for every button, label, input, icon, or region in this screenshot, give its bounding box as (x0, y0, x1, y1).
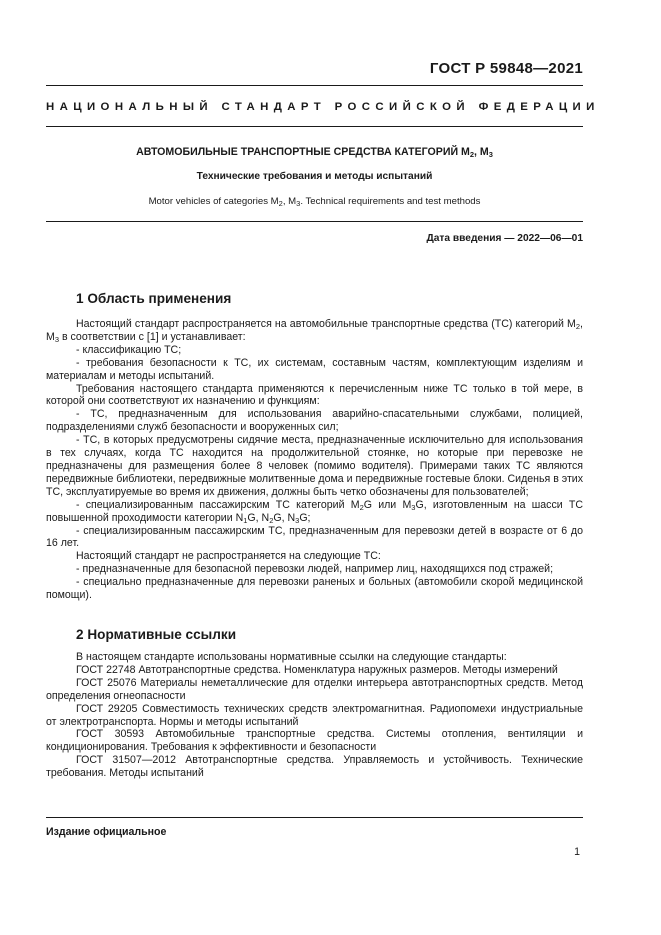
national-standard-header: НАЦИОНАЛЬНЫЙ СТАНДАРТ РОССИЙСКОЙ ФЕДЕРАЦИИ (46, 101, 600, 113)
en-pre: Motor vehicles of categories M (148, 196, 279, 207)
reference-item: ГОСТ 30593 Автомобильные транспортные средства. Системы отопления, вентиляции и кондиционирования. Требования к эффективности и безопасности (46, 728, 583, 754)
section-2-body (46, 651, 583, 780)
text: G, изготовленным на шасси ТС повышенной проходимости категории N (46, 498, 584, 524)
en-post: . Technical requirements and test methods (300, 196, 481, 207)
document-title (46, 146, 583, 158)
text: G, N (273, 511, 296, 524)
title-sub2: 2 (469, 150, 475, 159)
document-subtitle: Технические требования и методы испытаний (196, 171, 433, 182)
title-text: АВТОМОБИЛЬНЫЕ ТРАНСПОРТНЫЕ СРЕДСТВА КАТЕГОРИЙ (136, 146, 459, 158)
en-mid: , M (282, 196, 297, 207)
list-item: - требования безопасности к ТС, их системам, составным частям, комплектующим изделиям и материалам и методы испытаний. (46, 356, 583, 382)
text: G или M (363, 498, 412, 511)
reference-item: ГОСТ 22748 Автотранспортные средства. Номенклатура наружных размеров. Методы измерений (76, 663, 558, 676)
title-sub3: 3 (488, 150, 493, 159)
subscript: 3 (411, 502, 416, 512)
title-sep: , (474, 146, 480, 158)
text: G; (299, 511, 311, 524)
list-item: - предназначенные для безопасной перевозки людей, например лиц, находящихся под стражей; (76, 563, 554, 576)
reference-item: ГОСТ 25076 Материалы неметаллические для отделки интерьера автотранспортных средств. Метод определения огнеопасности (46, 676, 583, 702)
section-2-heading: 2 Нормативные ссылки (76, 627, 237, 642)
header-rule-bottom (46, 126, 583, 127)
text: , M (46, 318, 583, 343)
paragraph: Настоящий стандарт не распространяется на следующие ТС: (76, 550, 381, 563)
en-sub3: 3 (296, 199, 301, 208)
list-item: - специально предназначенные для перевозки раненых и больных (автомобили скорой медицинской помощи). (46, 576, 583, 602)
english-title (46, 196, 583, 207)
title-m2: M (461, 146, 470, 158)
list-item: - ТС, предназначенным для использования аварийно-спасательными службами, полицией, подразделениями служб безопасности и вооруженных сил; (46, 408, 583, 434)
list-item: - классификацию ТС; (76, 343, 182, 356)
title-m3: M (479, 146, 489, 158)
reference-item: ГОСТ 29205 Совместимость технических средств электромагнитная. Радиопомехи индустриальные от электротранспорта. Нормы и методы испытаний (46, 702, 583, 728)
page-number: 1 (574, 846, 580, 858)
list-item: - специализированным пассажирским ТС, предназначенным для перевозки детей в возрасте от 6 до 16 лет. (46, 524, 583, 550)
text: - специализированным пассажирским ТС категорий M (76, 498, 360, 511)
list-item: - ТС, в которых предусмотрены сидячие места, предназначенные исключительно для использования в тех случаях, когда ТС находится на продолжительной стоянке, но которые при перевозке не предназначены для размещения более 8 человек (помимо водителя). Примерами таких ТС являются передвижные библиотеки, передвижные молитвенные дома и передвижные гостевые блоки. Сиденья в этих ТС, эксплуатируемые во время их движения, должны быть четко обозначены для пользователей; (46, 434, 584, 498)
subscript: 2 (359, 502, 364, 512)
introduction-date: Дата введения — 2022—06—01 (426, 233, 583, 244)
header-rule (46, 85, 583, 86)
list-item (46, 499, 583, 525)
text: Настоящий стандарт распространяется на автомобильные транспортные средства (ТС) категорий M (76, 318, 576, 330)
paragraph: Требования настоящего стандарта применяются к перечисленным ниже ТС только в той мере, в которой они соответствуют их назначению и функциям: (46, 382, 583, 408)
official-edition-label: Издание официальное (46, 826, 167, 838)
title-rule (46, 221, 583, 222)
section-1-heading: 1 Область применения (76, 291, 232, 306)
section-1-body (46, 318, 583, 602)
paragraph: В настоящем стандарте использованы нормативные ссылки на следующие стандарты: (76, 651, 507, 663)
text: G, N (247, 511, 270, 524)
footer-rule (46, 817, 583, 818)
en-sub2: 2 (278, 199, 283, 208)
document-code: ГОСТ Р 59848—2021 (429, 60, 583, 77)
subscript: 3 (54, 334, 59, 344)
subscript: 2 (575, 322, 581, 331)
paragraph (46, 318, 583, 344)
subscript: 1 (243, 515, 248, 525)
text: в соответствии с [1] и устанавливает: (59, 330, 246, 343)
subscript: 3 (295, 515, 300, 525)
reference-item: ГОСТ 31507—2012 Автотранспортные средства. Управляемость и устойчивость. Технические требования. Методы испытаний (46, 754, 583, 780)
subscript: 2 (269, 515, 274, 525)
